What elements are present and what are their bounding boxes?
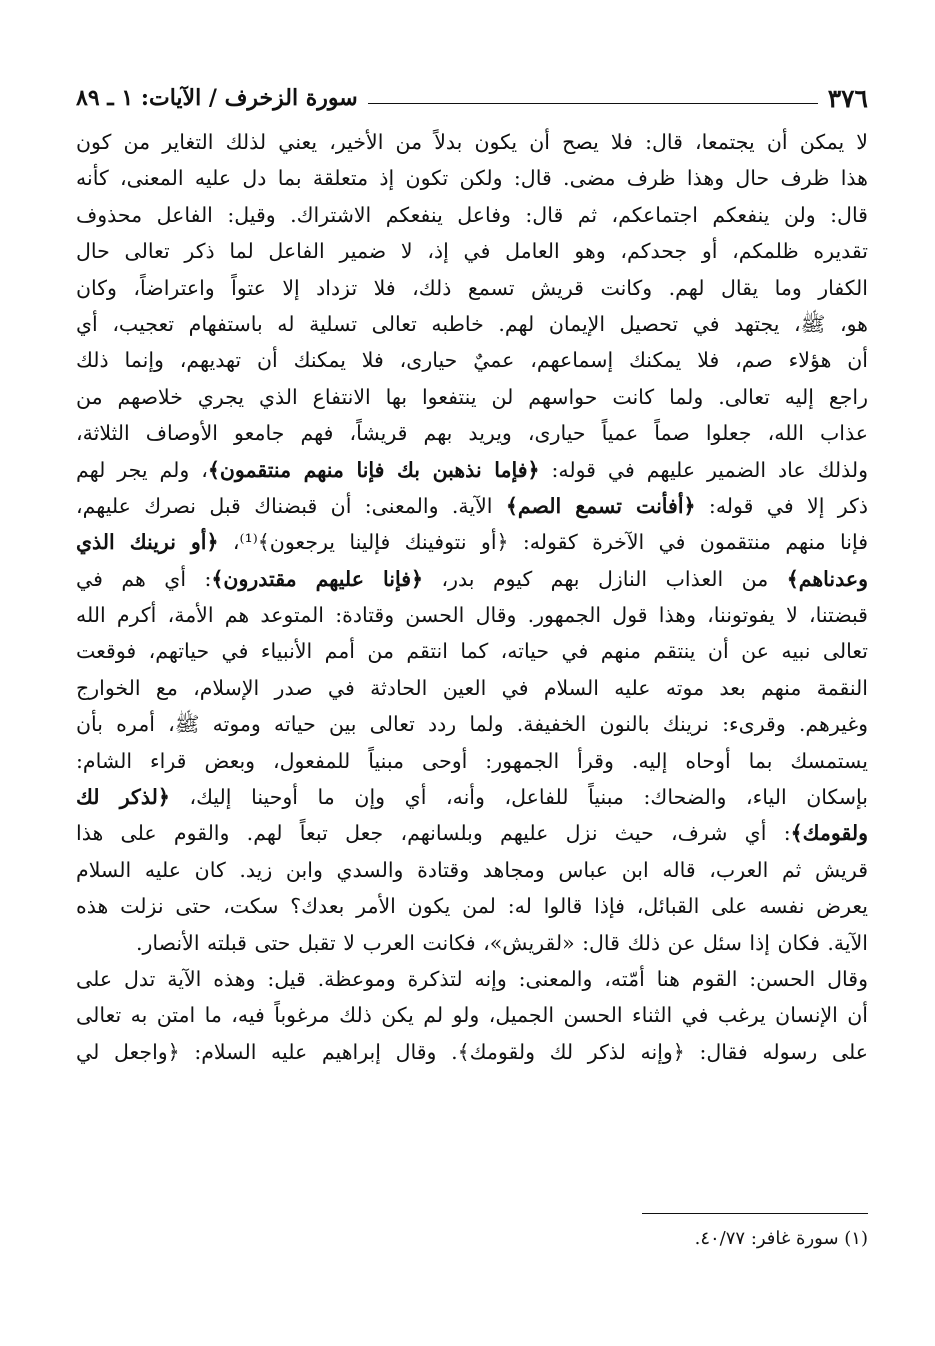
text-run: هذا ظرف حال وهذا ظرف مضى. قال: ولكن تكون إذ متعلقة بما دل عليه المعنى، كأنه	[76, 166, 868, 191]
text-run: يستمسك بما أوحاه إليه. وقرأ الجمهور: أوحى مبنياً للمفعول، وبعض قراء الشام:	[76, 748, 868, 773]
text-line	[76, 852, 868, 888]
text-run: راجع إليه تعالى. ولما كانت حواسهم لن ينتفعوا بها الانتفاع الذي يجري خلاصهم من	[76, 384, 868, 409]
page-header	[76, 78, 868, 118]
text-run: وقال الحسن: القوم هنا أمّته، والمعنى: وإنه لتذكرة وموعظة. قيل: وهذه الآية تدل على	[76, 966, 868, 991]
body-text	[76, 124, 868, 1070]
text-run: لا يمكن أن يجتمعا، قال: فلا يصح أن يكون بدلاً من الأخير، يعني لذلك التغاير من كون	[76, 130, 868, 154]
text-run: قريش ثم العرب، قاله ابن عباس ومجاهد وقتادة والسدي وابن زيد. كان عليه السلام	[76, 857, 868, 882]
text-line	[76, 379, 868, 415]
text-run: عذاب الله، جعلوا صماً عمياً حيارى، ويريد بهم قريشاً، فهم جامعو الأوصاف الثلاثة،	[76, 421, 868, 446]
text-line	[76, 561, 868, 597]
text-line	[76, 415, 868, 451]
quran-quote: ﴿فإنا عليهم مقتدرون﴾	[211, 566, 424, 591]
text-run: هو، ﷺ، يجتهد في تحصيل الإيمان لهم. خاطبه تعالى تسلية له باستفهام تعجيب، أي	[76, 311, 868, 336]
text-run: تقديره ظلمكم، أو جحدكم، وهو العامل في إذ، لا ضمير الفاعل لما ذكر تعالى حال	[76, 239, 868, 264]
text-line	[76, 452, 868, 488]
text-run: الآية. فكان إذا سئل عن ذلك قال: «لقريش»، فكانت العرب لا تقبل حتى قبلته الأنصار.	[135, 930, 868, 955]
text-line	[76, 488, 868, 524]
text-run: أن الإنسان يرغب في الثناء الحسن الجميل، ولو لم يكن ذلك مرغوباً فيه، ما امتن به تعالى	[76, 1003, 868, 1028]
text-line	[76, 925, 868, 961]
text-line	[76, 197, 868, 233]
text-run: الكفار وما يقال لهم. وكانت قريش تسمع ذلك، فلا تزداد إلا عتواً واعتراضاً، وكان	[76, 275, 868, 300]
text-run: بإسكان الياء، والضحاك: مبنياً للفاعل، وأنه، أي وإن ما أوحينا إليك،	[169, 785, 868, 810]
text-run: ذكر إلا في قوله:	[695, 493, 868, 518]
text-line	[76, 815, 868, 851]
text-run: يعرض نفسه على القبائل، فإذا قالوا له: لمن يكون الأمر بعدك؟ سكت، حتى نزلت هذه	[76, 894, 868, 919]
text-line	[76, 706, 868, 742]
text-run: أن هؤلاء صم، فلا يمكنك إسماعهم، عميٌ حيارى، فلا يمكنك أن تهديهم، وإنما ذلك	[76, 348, 868, 373]
text-run: فإنا منهم منتقمون في الآخرة كقوله: ﴿أو نتوفينك فإلينا يرجعون﴾⁽¹⁾،	[218, 530, 868, 555]
text-line	[76, 888, 868, 924]
text-run: : أي شرف، حيث نزل عليهم وبلسانهم، جعل تبعاً لهم. والقوم على هذا	[76, 821, 791, 846]
text-line	[76, 306, 868, 342]
text-run: قال: ولن ينفعكم اجتماعكم، ثم قال: وفاعل ينفعكم الاشتراك. وقيل: الفاعل محذوف	[76, 202, 868, 227]
text-line	[76, 233, 868, 269]
text-run: على رسوله فقال: ﴿وإنه لذكر لك ولقومك﴾. وقال إبراهيم عليه السلام: ﴿واجعل لي	[76, 1039, 868, 1064]
running-title: سورة الزخرف / الآيات: ١ ـ ٨٩	[76, 85, 358, 111]
quran-quote: وعدناهم﴾	[786, 566, 868, 591]
text-run: ، ولم يجر لهم	[76, 457, 208, 482]
footnote-rule	[642, 1213, 868, 1214]
text-run: النقمة منهم بعد موته عليه السلام في العين الحادثة في صدر الإسلام، مع الخوارج	[76, 675, 868, 700]
text-line	[76, 270, 868, 306]
text-run: من العذاب النازل بهم كيوم بدر،	[423, 566, 787, 591]
text-line	[76, 524, 868, 560]
quran-quote: ولقومك﴾	[790, 821, 868, 846]
text-run: ولذلك عاد الضمير عليهم في قوله:	[539, 457, 868, 482]
text-line	[76, 124, 868, 160]
quran-quote: ﴿أفأنت تسمع الصم﴾	[505, 493, 696, 518]
text-run: تعالى نبيه عن أن ينتقم منهم في حياته، كما انتقم من أمم الأنبياء في حياتهم، فوقعت	[76, 639, 868, 664]
text-line	[76, 997, 868, 1033]
text-run: قبضتنا، لا يفوتوننا، وهذا قول الجمهور. وقال الحسن وقتادة: المتوعد هم الأمة، أكرم الله	[76, 603, 868, 628]
text-run: وغيرهم. وقرىء: نرينك بالنون الخفيفة. ولما ردد تعالى بين حياته وموته ﷺ، أمره بأن	[76, 712, 868, 737]
text-line	[76, 743, 868, 779]
text-run: : أي هم في	[76, 566, 212, 591]
quran-quote: ﴿لذكر لك	[76, 785, 170, 810]
text-line	[76, 633, 868, 669]
text-line	[76, 961, 868, 997]
footnote: (١) سورة غافر: ٤٠/٧٧.	[694, 1228, 868, 1249]
text-line	[76, 1034, 868, 1070]
text-line	[76, 342, 868, 378]
text-run: الآية. والمعنى: أن قبضناك قبل نصرك عليهم،	[76, 493, 506, 518]
text-line	[76, 670, 868, 706]
text-line	[76, 160, 868, 196]
quran-quote: ﴿فإما نذهبن بك فإنا منهم منتقمون﴾	[207, 457, 540, 482]
text-line	[76, 597, 868, 633]
header-rule	[368, 103, 818, 104]
quran-quote: ﴿أو نرينك الذي	[76, 530, 219, 555]
text-line	[76, 779, 868, 815]
page-number: ٣٧٦	[827, 83, 868, 113]
